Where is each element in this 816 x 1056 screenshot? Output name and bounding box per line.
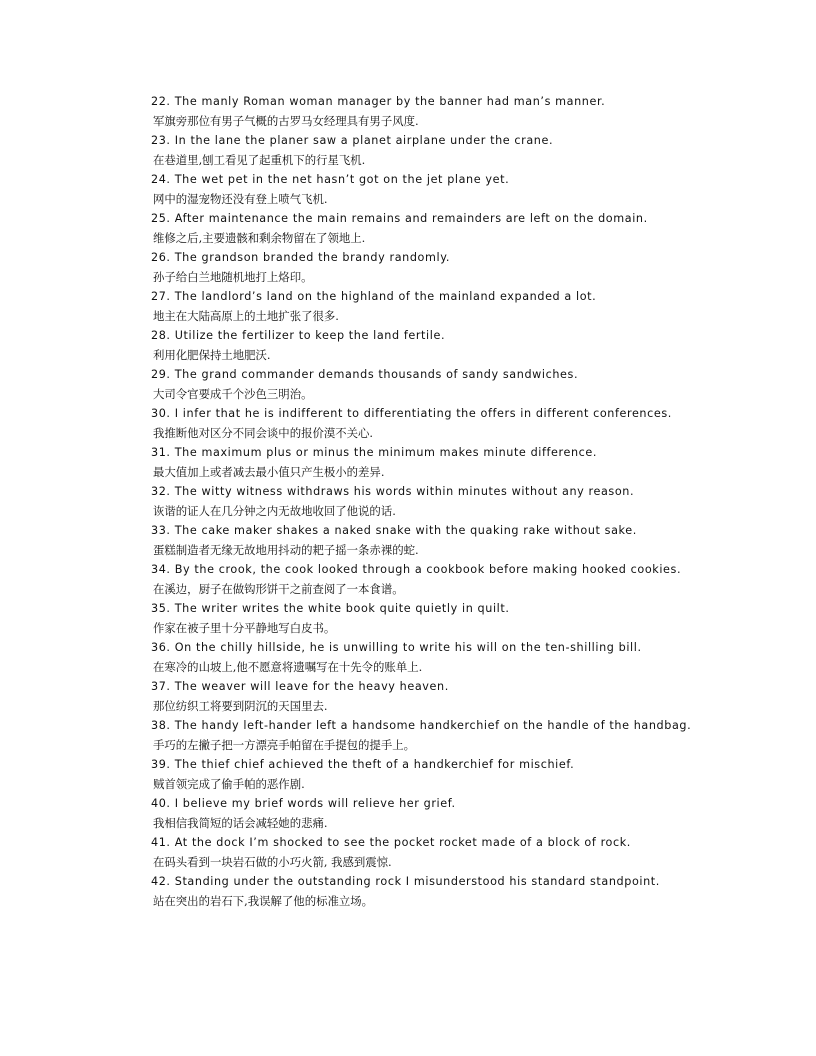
sentence-chinese: 我推断他对区分不同会谈中的报价漠不关心. <box>153 425 374 440</box>
sentence-english: 36. On the chilly hillside, he is unwilling to write his will on the ten-shilling bill. <box>151 641 642 654</box>
sentence-english: 32. The witty witness withdraws his words within minutes without any reason. <box>151 485 635 498</box>
sentence-chinese: 站在突出的岩石下,我误解了他的标准立场。 <box>153 893 374 908</box>
sentence-chinese: 在溪边，厨子在做钩形饼干之前查阅了一本食谱。 <box>153 581 404 596</box>
sentence-chinese: 贼首领完成了偷手帕的恶作剧. <box>153 776 305 791</box>
sentence-english: 23. In the lane the planer saw a planet airplane under the crane. <box>151 134 554 147</box>
sentence-chinese: 诙谐的证人在几分钟之内无故地收回了他说的话. <box>153 503 396 518</box>
sentence-chinese: 在寒冷的山坡上,他不愿意将遗嘱写在十先令的账单上. <box>153 659 423 674</box>
document-body <box>145 92 692 911</box>
sentence-english: 34. By the crook, the cook looked through a cookbook before making hooked cookies. <box>151 563 682 576</box>
sentence-english: 30. I infer that he is indifferent to differentiating the offers in different conferences. <box>151 407 672 420</box>
sentence-english: 27. The landlord’s land on the highland of the mainland expanded a lot. <box>151 290 597 303</box>
sentence-chinese: 孙子给白兰地随机地打上烙印。 <box>153 269 313 284</box>
sentence-english: 33. The cake maker shakes a naked snake with the quaking rake without sake. <box>151 524 637 537</box>
sentence-english: 25. After maintenance the main remains and remainders are left on the domain. <box>151 212 648 225</box>
sentence-chinese: 利用化肥保持土地肥沃. <box>153 347 271 362</box>
sentence-chinese: 手巧的左撇子把一方漂亮手帕留在手提包的提手上。 <box>153 737 415 752</box>
sentence-english: 41. At the dock I’m shocked to see the pocket rocket made of a block of rock. <box>151 836 631 849</box>
sentence-chinese: 最大值加上或者减去最小值只产生极小的差异. <box>153 464 385 479</box>
sentence-chinese: 那位纺织工将要到阴沉的天国里去. <box>153 698 328 713</box>
sentence-english: 39. The thief chief achieved the theft of a handkerchief for mischief. <box>151 758 575 771</box>
sentence-chinese: 蛋糕制造者无缘无故地用抖动的耙子摇一条赤裸的蛇. <box>153 542 419 557</box>
sentence-chinese: 网中的湿宠物还没有登上喷气飞机. <box>153 191 328 206</box>
sentence-chinese: 维修之后,主要遗骸和剩余物留在了领地上. <box>153 230 366 245</box>
sentence-chinese: 在巷道里,刨工看见了起重机下的行星飞机. <box>153 152 366 167</box>
sentence-english: 29. The grand commander demands thousands of sandy sandwiches. <box>151 368 579 381</box>
sentence-chinese: 地主在大陆高原上的土地扩张了很多. <box>153 308 339 323</box>
sentence-english: 42. Standing under the outstanding rock I misunderstood his standard standpoint. <box>151 875 660 888</box>
sentence-english: 37. The weaver will leave for the heavy heaven. <box>151 680 449 693</box>
sentence-chinese: 我相信我简短的话会减轻她的悲痛. <box>153 815 328 830</box>
sentence-chinese: 作家在被子里十分平静地写白皮书。 <box>153 620 336 635</box>
sentence-english: 40. I believe my brief words will relieve her grief. <box>151 797 456 810</box>
sentence-english: 31. The maximum plus or minus the minimum makes minute difference. <box>151 446 598 459</box>
sentence-english: 38. The handy left-hander left a handsome handkerchief on the handle of the handbag. <box>151 719 692 732</box>
sentence-chinese: 军旗旁那位有男子气概的古罗马女经理具有男子风度. <box>153 113 419 128</box>
sentence-chinese: 大司令官要成千个沙色三明治。 <box>153 386 313 401</box>
sentence-english: 28. Utilize the fertilizer to keep the land fertile. <box>151 329 446 342</box>
sentence-english: 24. The wet pet in the net hasn’t got on the jet plane yet. <box>151 173 510 186</box>
sentence-english: 22. The manly Roman woman manager by the banner had man’s manner. <box>151 95 606 108</box>
sentence-english: 26. The grandson branded the brandy randomly. <box>151 251 450 264</box>
sentence-chinese: 在码头看到一块岩石做的小巧火箭, 我感到震惊. <box>153 854 392 869</box>
sentence-english: 35. The writer writes the white book quite quietly in quilt. <box>151 602 510 615</box>
